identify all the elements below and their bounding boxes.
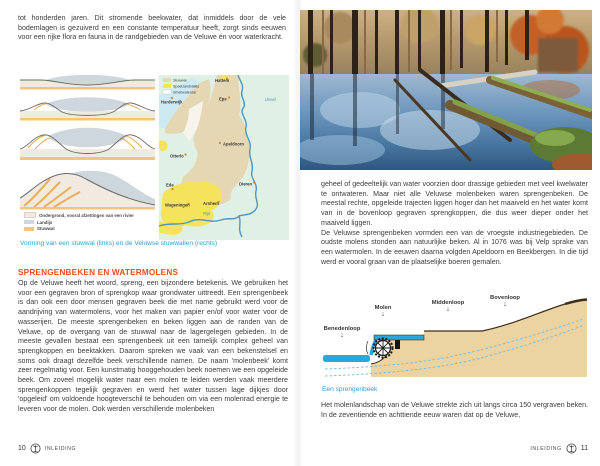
river-label: Rijn — [203, 211, 211, 216]
down-arrow-icon: ↓ — [381, 311, 385, 318]
legend-swatch-landijs — [24, 220, 34, 224]
footer-right — [530, 443, 588, 454]
down-arrow-icon: ↓ — [340, 332, 344, 339]
city-label: Hattem — [215, 78, 230, 83]
legend-item — [24, 212, 134, 218]
city-label: Harderwijk — [161, 99, 183, 105]
label-middenloop: Middenloop ↓ — [431, 300, 465, 313]
city-label: Dieren — [239, 181, 253, 187]
water-wheel-icon — [374, 339, 393, 358]
down-arrow-icon: ↓ — [503, 301, 507, 308]
city-label: Arnhem — [203, 201, 219, 206]
section-label: INLEIDING — [530, 445, 562, 452]
body-paragraph: Op de Veluwe heeft het woord, spreng, een bijzondere betekenis. We gebruiken het voor een gegraven bron of sprengkop waar grondwater uittreedt. Een sprengenbeek is dan ook een door mensen gegraven beek die met name gebruikt werd voor de aandrijving van watermolens, voor het maken van papier en/of voor water voor de wasserijen. De meeste sprengenbeken en beken liggen aan de randen van de Veluwe, op de overgang van de stuwwal naar de lagergelegen gebieden. In de meeste gevallen bestaat een sprengenbeek uit een tamelijk complex geheel van sprengkoppen en beektakken. Daarom spreken we vaak van een bekenstelsel en soms ook draagt dezelfde beek verschillende namen. De naam 'molenbeek' komt zeer regelmatig voor. Een kunstmatig hooggehouden beek noemen we een opgeleide beek. Om zoveel mogelijk water naar een molen te leiden werden vaak meerdere sprengenkoppen tegelijk gegraven en werd het water tussen lage dijkjes door 'opgeleid' om voldoende hoogteverschil te behouden om via een molenrad energie te leveren voor de molen. Ook werden verschillende molenbeken — [18, 279, 288, 414]
map-legend-label: Smeltwaterdal — [173, 90, 196, 95]
city-label: Apeldoorn — [223, 141, 244, 147]
paragraph: De Veluwse sprengenbeken vormden een van de vroegste industriegebieden. De oudste molens stonden aan natuurlijke beken. Al in 1076 was bij Velp sprake van een watermolen. In de eeuwen daarna volgden Apeldoorn en Beekbergen. In die tijd werd er vooral graan van de plaatselijke boeren gemalen. — [321, 228, 588, 266]
city-label: Ede — [166, 182, 174, 188]
formation-stage-3 — [20, 126, 155, 164]
down-arrow-icon: ↓ — [446, 306, 450, 313]
city-label: Wageningen — [165, 202, 190, 208]
beek-caption: Een sprengenbeek — [322, 386, 378, 393]
map-legend-label: Stuwwal — [173, 78, 187, 83]
publisher-logo-icon — [566, 443, 577, 454]
veluwe-map — [158, 75, 290, 240]
legend-label: Landijs — [37, 219, 53, 225]
paragraph: geheel of gedeeltelijk van water voorzien door drassige gebieden met veel kwelwater te ontwateren. Maar niet alle Veluwse molenbeken waren sprengenbeken. De meestal rechte, opgeleide trajecten liggen hoger dan het maaiveld en het water komt van in de bovenloop gegraven sprengkoppen, die dus weer dieper onder het maaiveld liggen. — [321, 180, 588, 227]
benedenloop-water — [323, 355, 370, 362]
formation-stage-2 — [20, 94, 155, 124]
label-bovenloop: Bovenloop ↓ — [490, 295, 520, 308]
page-number: 10 — [18, 445, 26, 452]
mill-post — [395, 340, 400, 349]
elevated-flume — [374, 335, 424, 340]
forest-brook-photo — [300, 10, 592, 170]
formation-stage-4 — [20, 166, 155, 212]
legend-swatch-stuwwal — [24, 227, 34, 231]
legend-swatch-ondergrond — [24, 212, 36, 218]
intro-paragraph: tot honderden jaren. Dit stromende beekwater, dat inmiddels door de vele bodemlagen is gezuiverd en een constante temperatuur heeft, zorgt sinds eeuwen voor een rijke flora en fauna in de randgebieden van de Veluwe én voor waterkracht. — [18, 14, 286, 42]
legend-item — [24, 226, 134, 231]
footer-left — [18, 443, 76, 454]
rotation-arrow — [367, 341, 369, 354]
legend-item — [24, 220, 134, 225]
right-body-block — [321, 180, 588, 267]
city-label: Otterlo — [170, 153, 184, 159]
page-number: 11 — [580, 445, 588, 452]
city-label: Epe — [219, 96, 227, 102]
legend-label: Stuwwal — [37, 226, 55, 231]
legend-label: Ondergrond, vooral afzettingen van een rivier — [39, 212, 134, 218]
section-heading: SPRENGENBEKEN EN WATERMOLENS — [18, 268, 179, 277]
river-label: IJssel — [265, 97, 276, 102]
section-label: INLEIDING — [44, 445, 77, 452]
page-gutter — [293, 0, 303, 466]
figure-caption: Vorming van een stuwwal (links) en de Veluwse stuwwallen (rechts) — [20, 240, 218, 247]
map-legend-label: Spoelzandvlakte — [173, 84, 200, 89]
label-molen: Molen ↓ — [374, 305, 392, 318]
closing-paragraph: Het molenlandschap van de Veluwe strekte zich uit langs circa 150 vergraven beken. In de zeventiende en achttiende eeuw waren dat op de Veluwe, — [321, 401, 588, 419]
formation-stage-1 — [20, 70, 155, 92]
stuwwal-formation-diagram — [20, 70, 155, 212]
label-benedenloop: Benedenloop ↓ — [323, 326, 361, 339]
formation-legend — [24, 212, 134, 231]
publisher-logo-icon — [30, 443, 41, 454]
sprengenbeek-diagram — [322, 293, 587, 385]
